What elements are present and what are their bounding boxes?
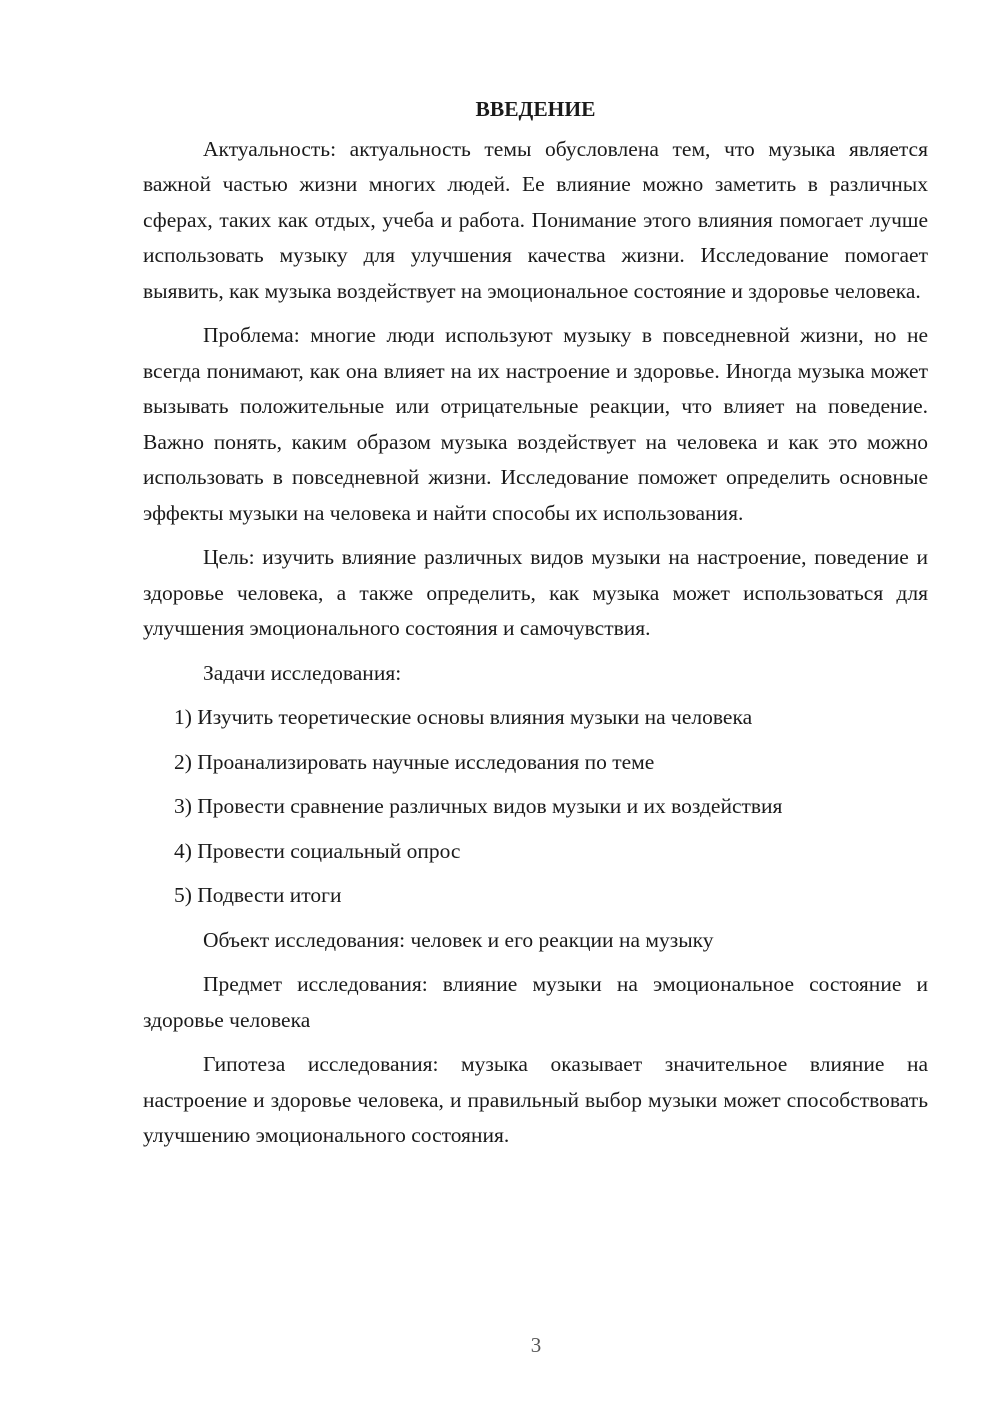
task-item: 1) Изучить теоретические основы влияния музыки на человека [174,705,753,729]
task-item: 3) Провести сравнение различных видов музыки и их воздействия [174,794,783,818]
subject-paragraph: Предмет исследования: влияние музыки на эмоциональное состояние и здоровье человека [143,972,928,1032]
page-number: 3 [530,1333,542,1357]
hypothesis-paragraph: Гипотеза исследования: музыка оказывает значительное влияние на настроение и здоровье человека, и правильный выбор музыки может способствовать улучшению эмоционального состояния. [143,1052,928,1147]
tasks-list [143,700,928,914]
task-item: 2) Проанализировать научные исследования по теме [174,749,655,774]
tasks-heading: Задачи исследования: [203,660,402,685]
document-page [143,92,928,1163]
section-title: ВВЕДЕНИЕ [475,97,596,121]
task-item: 4) Провести социальный опрос [174,838,461,863]
object-paragraph: Объект исследования: человек и его реакции на музыку [203,927,714,952]
goal-paragraph: Цель: изучить влияние различных видов музыки на настроение, поведение и здоровье человека, а также определить, как музыка может использоваться для улучшения эмоционального состояния и самочувствия. [143,545,928,640]
relevance-paragraph: Актуальность: актуальность темы обусловлена тем, что музыка является важной частью жизни многих людей. Ее влияние можно заметить в различных сферах, таких как отдых, учеба и работа. Понимание этого влияния помогает лучше использовать музыку для улучшения качества жизни. Исследование помогает выявить, как музыка воздействует на эмоциональное состояние и здоровье человека. [143,136,928,303]
problem-paragraph: Проблема: многие люди используют музыку в повседневной жизни, но не всегда понимают, как она влияет на их настроение и здоровье. Иногда музыка может вызывать положительные или отрицательные реакции, что влияет на поведение. Важно понять, каким образом музыка воздействует на человека и как это можно использовать в повседневной жизни. Исследование поможет определить основные эффекты музыки на человека и найти способы их использования. [143,323,928,525]
task-item: 5) Подвести итоги [174,883,342,907]
